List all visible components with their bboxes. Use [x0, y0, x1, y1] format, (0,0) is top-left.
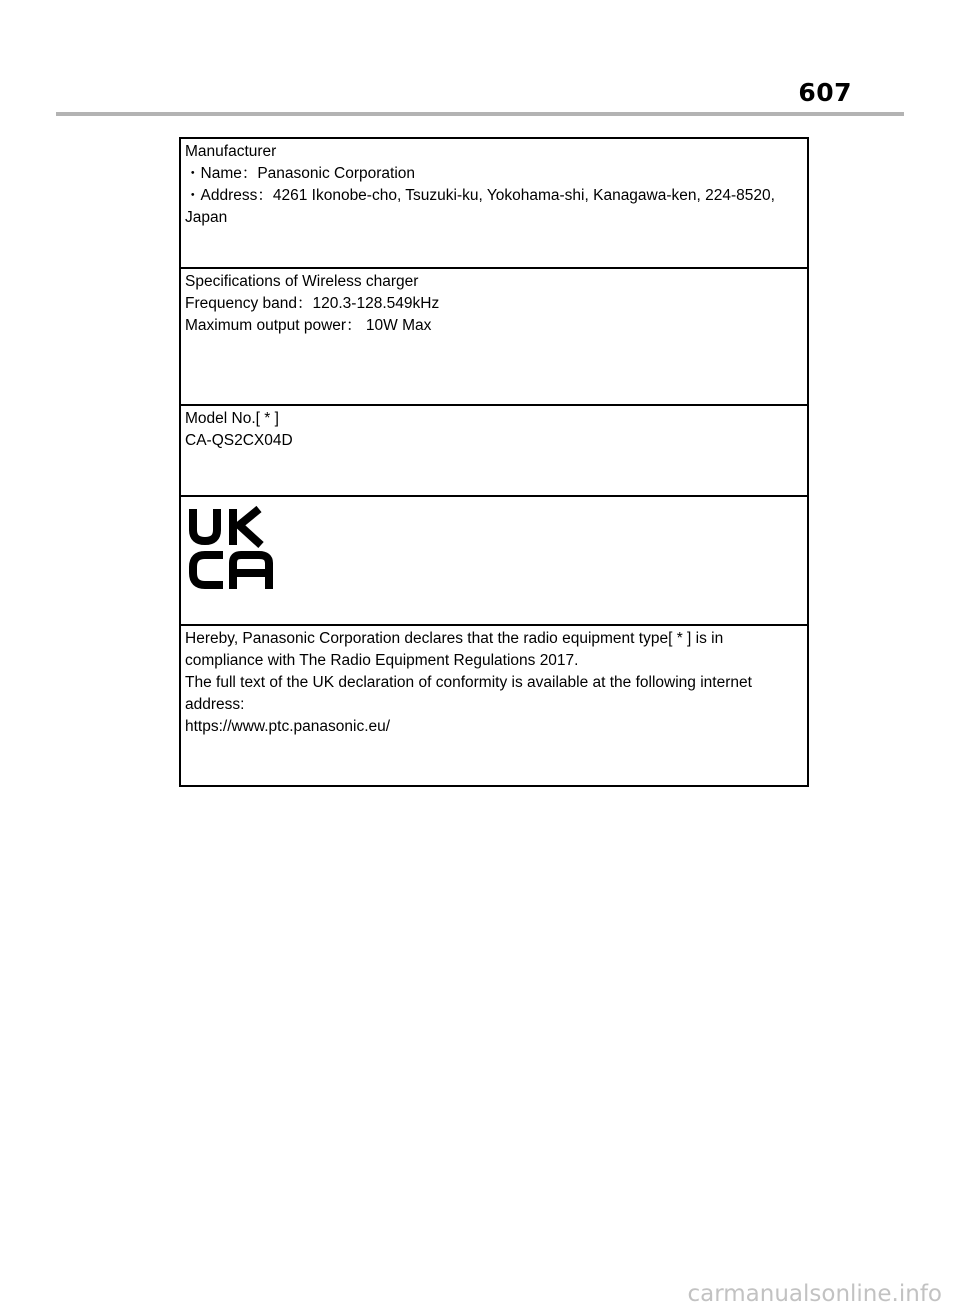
declaration-statement: Hereby, Panasonic Corporation declares that the radio equipment type[ * ] is in compliance with The Radio Equipment Regulations 2017.: [185, 630, 728, 669]
specifications-heading: Specifications of Wireless charger: [185, 273, 419, 290]
manufacturer-section: [181, 139, 807, 269]
manufacturer-name: ・Name：Panasonic Corporation: [185, 165, 416, 182]
declaration-section: [181, 626, 807, 785]
maximum-output-power: Maximum output power： 10W Max: [185, 317, 432, 334]
declaration-availability: The full text of the UK declaration of conformity is available at the following internet address:: [185, 674, 757, 713]
model-number: CA-QS2CX04D: [185, 432, 293, 449]
ukca-mark-icon: [189, 503, 279, 591]
specifications-section: [181, 269, 807, 406]
manufacturer-address: ・Address：4261 Ikonobe-cho, Tsuzuki-ku, Yokohama-shi, Kanagawa-ken, 224-8520, Japan: [185, 187, 780, 226]
ukca-mark-section: [181, 497, 807, 626]
manufacturer-heading: Manufacturer: [185, 143, 277, 160]
model-section: [181, 406, 807, 497]
model-heading: Model No.[ * ]: [185, 410, 279, 427]
header-rule: [56, 112, 904, 116]
watermark: carmanualsonline.info: [687, 1281, 942, 1307]
declaration-url[interactable]: https://www.ptc.panasonic.eu/: [185, 718, 391, 735]
frequency-band: Frequency band：120.3-128.549kHz: [185, 295, 440, 312]
compliance-table: [179, 137, 809, 787]
page-number: 607: [798, 78, 852, 107]
